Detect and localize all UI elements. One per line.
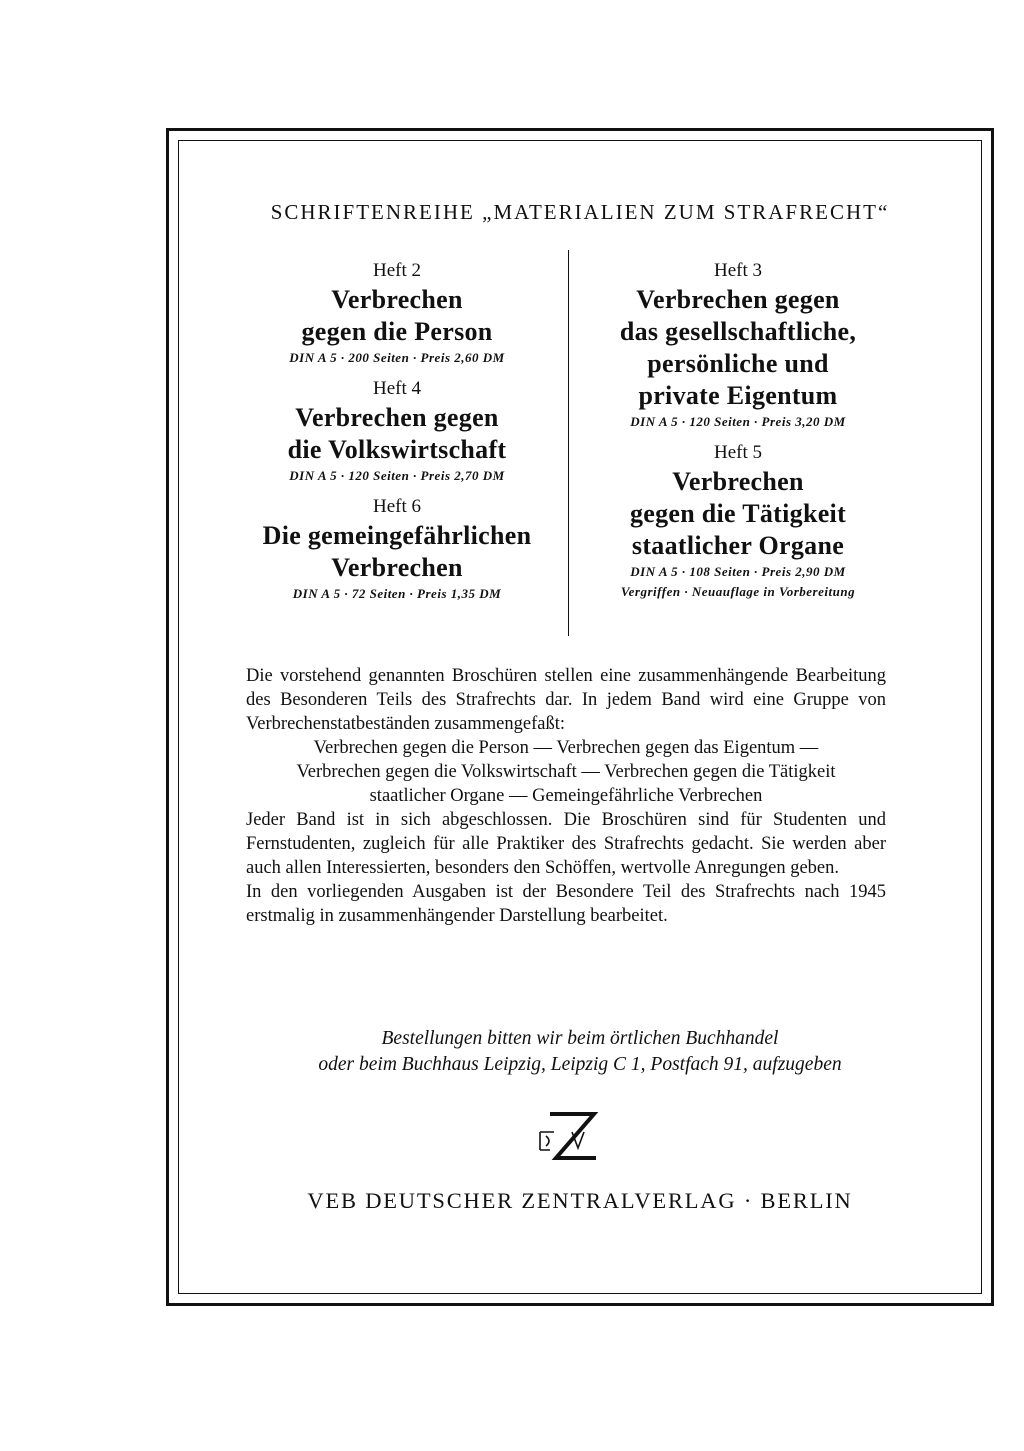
heft-3-entry — [578, 258, 898, 432]
heft-6-entry — [236, 494, 558, 604]
heft-title-line: Verbrechen — [672, 467, 804, 496]
category-list: Verbrechen gegen die Person — Verbrechen gegen das Eigentum — Verbrechen gegen die Volkswirtschaft — Verbrechen gegen die Tätigkeit staatlicher Organe — Gemeingefährliche Verbrechen — [296, 738, 836, 806]
order-line: oder beim Buchhaus Leipzig, Leipzig C 1, Postfach 91, aufzugeben — [318, 1054, 842, 1075]
publisher-name: VEB DEUTSCHER ZENTRALVERLAG · BERLIN — [307, 1188, 853, 1213]
description-block — [246, 664, 886, 928]
heft-number: Heft 2 — [372, 260, 421, 281]
heft-title-line: die Volkswirtschaft — [287, 435, 507, 464]
series-title: SCHRIFTENREIHE „MATERIALIEN ZUM STRAFRECHT“ — [270, 200, 890, 224]
heft-number: Heft 5 — [713, 442, 762, 463]
heft-title-line: persönliche und — [647, 349, 829, 378]
heft-title-line: Verbrechen — [331, 285, 463, 314]
heft-number: Heft 4 — [372, 378, 421, 399]
heft-meta: DIN A 5 · 120 Seiten · Preis 3,20 DM — [630, 414, 846, 429]
heft-meta: DIN A 5 · 200 Seiten · Preis 2,60 DM — [289, 350, 505, 365]
heft-meta: DIN A 5 · 72 Seiten · Preis 1,35 DM — [292, 586, 502, 601]
heft-meta: DIN A 5 · 120 Seiten · Preis 2,70 DM — [289, 468, 505, 483]
intro-paragraph: Die vorstehend genannten Broschüren stellen eine zusammenhängende Bearbeitung des Besonderen Teils des Strafrechts dar. In jedem Band wird eine Gruppe von Verbrechenstatbeständen zusammengefaßt: — [246, 666, 886, 734]
heft-title-line: gegen die Person — [301, 317, 493, 346]
heft-title-line: Verbrechen — [331, 553, 463, 582]
heft-title-line: private Eigentum — [638, 381, 838, 410]
heft-meta: DIN A 5 · 108 Seiten · Preis 2,90 DM — [630, 564, 846, 579]
order-note — [178, 1026, 982, 1078]
left-column — [236, 258, 558, 604]
heft-title-line: Die gemeingefährlichen — [262, 521, 532, 550]
heft-number: Heft 6 — [372, 496, 421, 517]
heft-note: Vergriffen · Neuauflage in Vorbereitung — [620, 584, 856, 599]
heft-5-entry — [578, 440, 898, 602]
heft-2-entry — [236, 258, 558, 368]
order-line: Bestellungen bitten wir beim örtlichen Buchhandel — [381, 1028, 779, 1049]
heft-title-line: staatlicher Organe — [631, 531, 845, 560]
heft-number: Heft 3 — [713, 260, 762, 281]
heft-title-line: gegen die Tätigkeit — [629, 499, 847, 528]
closing-paragraph: In den vorliegenden Ausgaben ist der Besondere Teil des Strafrechts nach 1945 erstmalig in zusammenhängender Darstellung bearbeitet. — [246, 882, 886, 926]
publisher-logo-icon — [536, 1108, 602, 1168]
heft-title-line: Verbrechen gegen — [636, 285, 840, 314]
audience-paragraph: Jeder Band ist in sich abgeschlossen. Die Broschüren sind für Studenten und Fernstudenten, zugleich für alle Praktiker des Strafrechts gedacht. Sie werden aber auch allen Interessierten, besonders den Schöffen, wertvolle Anregungen geben. — [246, 810, 886, 878]
column-divider — [568, 250, 569, 636]
heft-4-entry — [236, 376, 558, 486]
heft-title-line: Verbrechen gegen — [295, 403, 499, 432]
heft-title-line: das gesellschaftliche, — [619, 317, 857, 346]
right-column — [578, 258, 898, 602]
